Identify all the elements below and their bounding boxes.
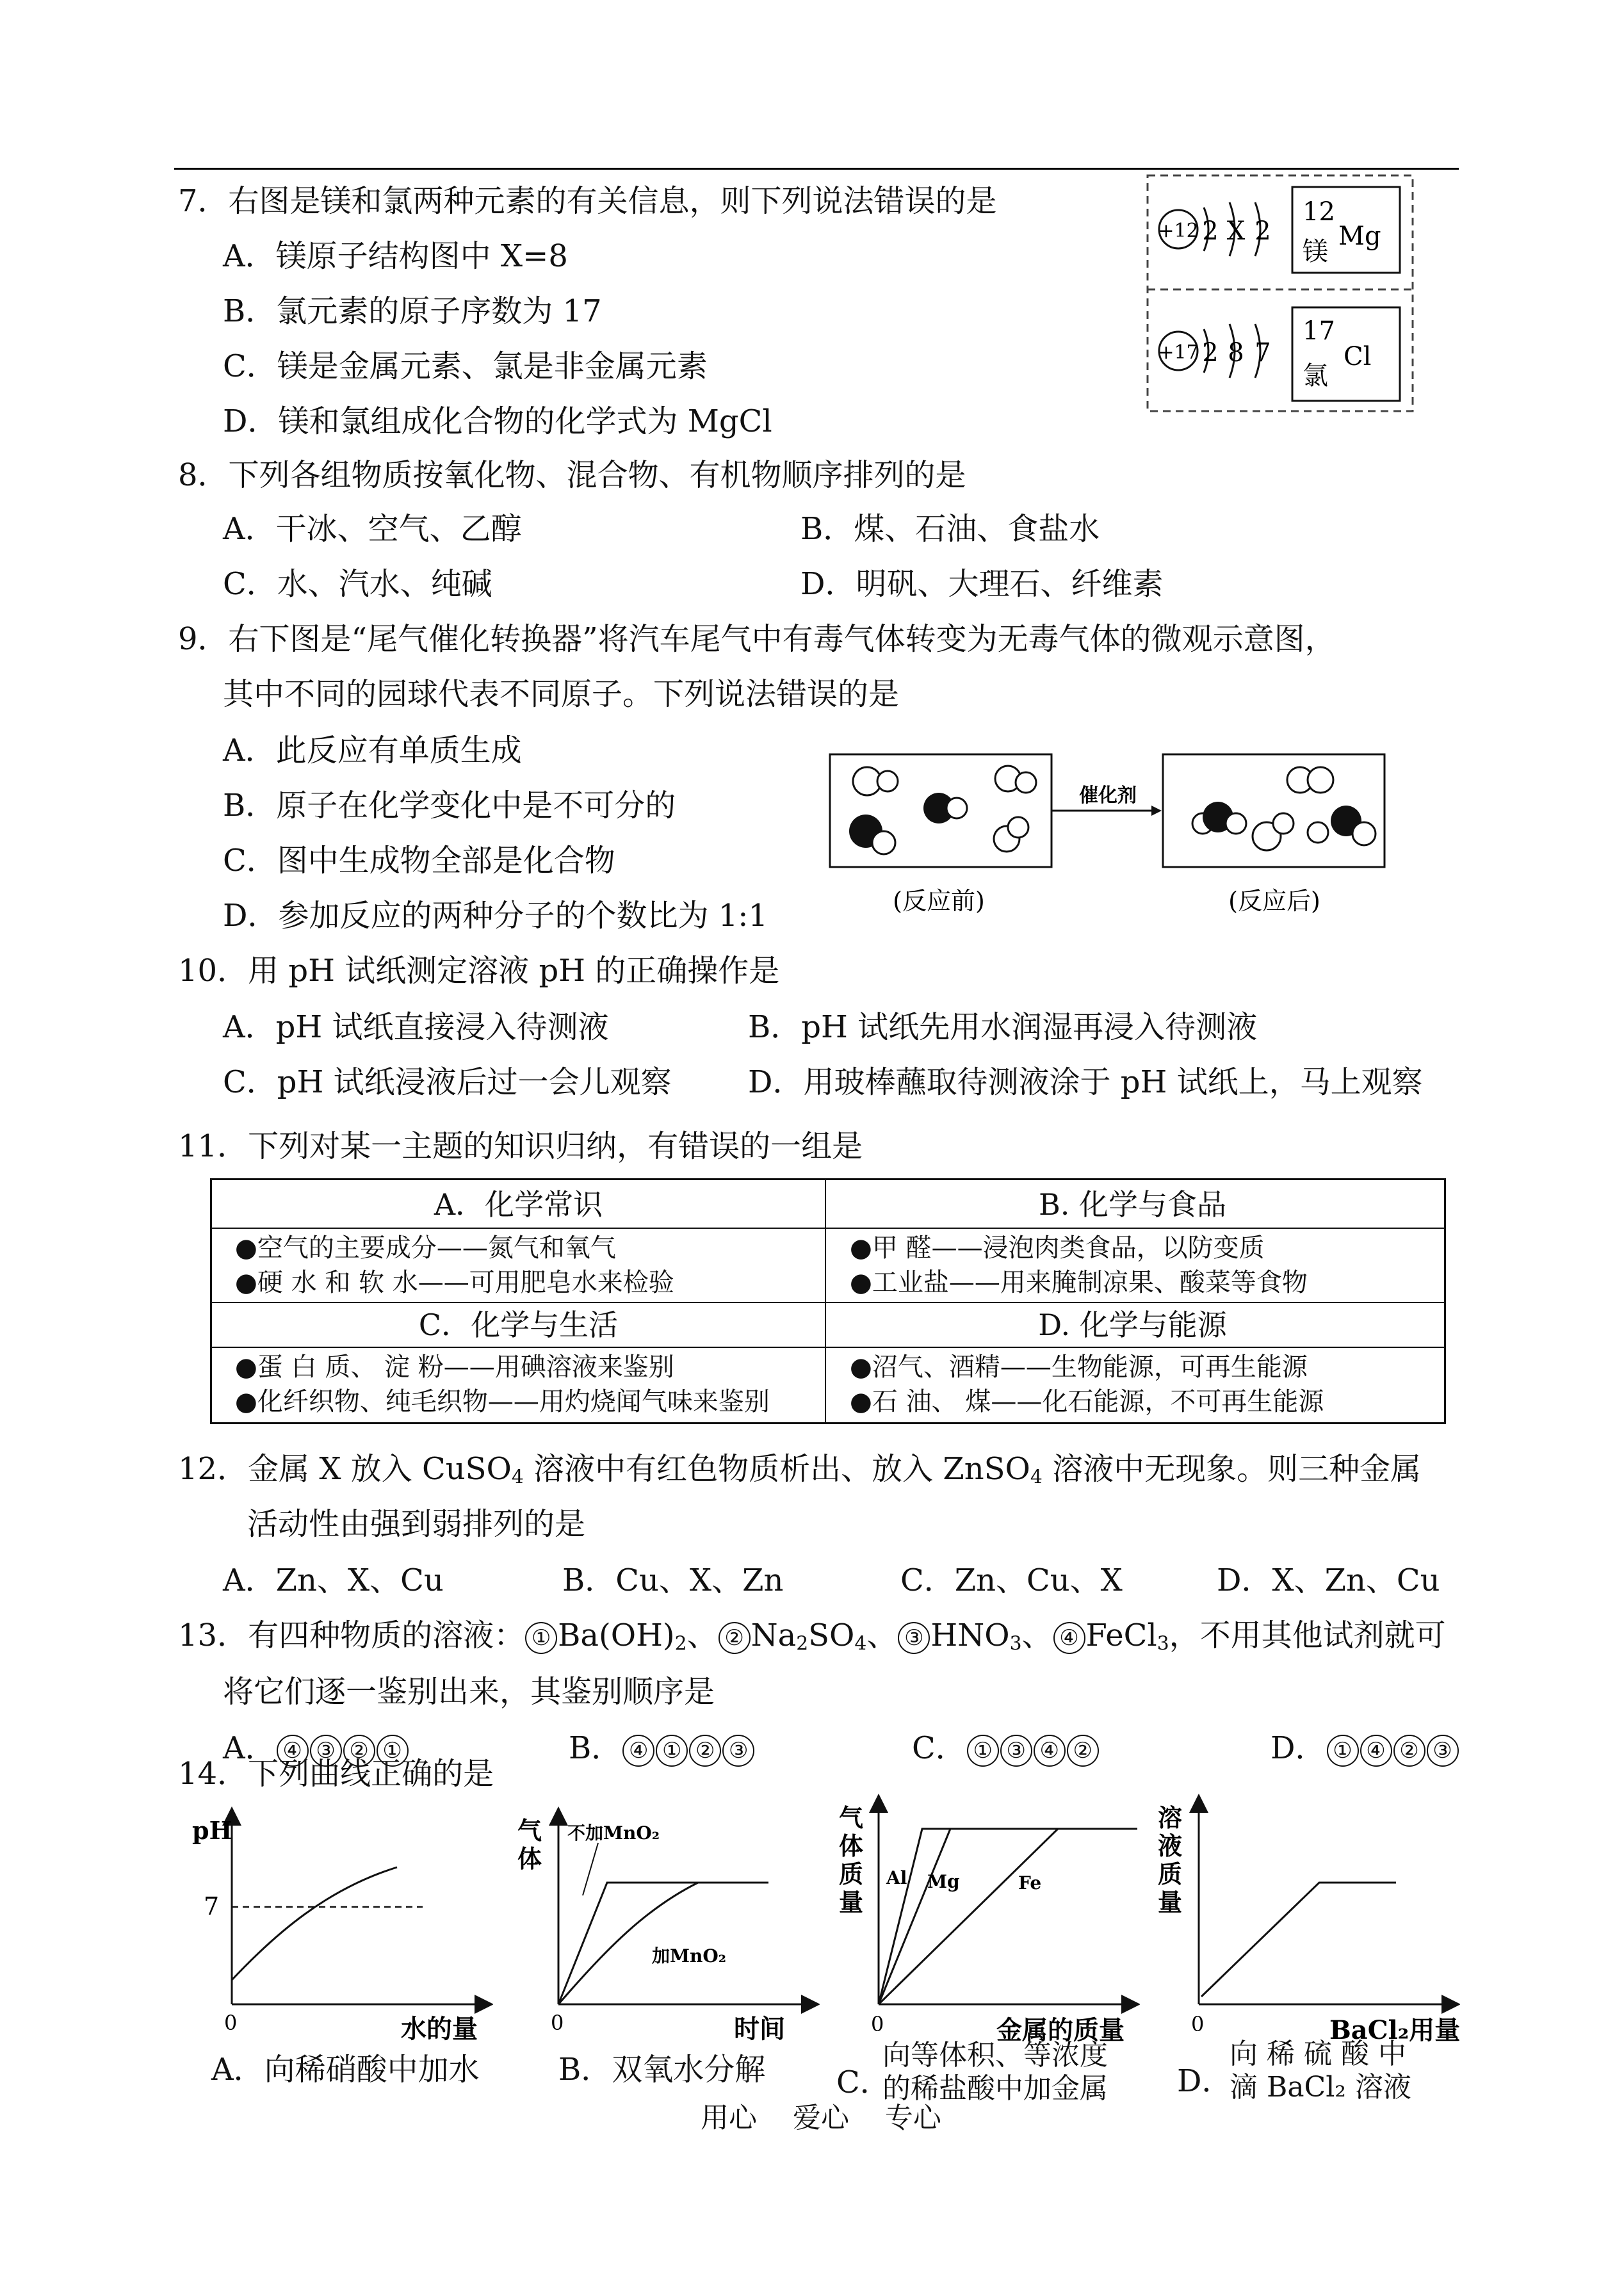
before-caption: (反应前) <box>893 887 985 915</box>
cell-b-line2: ●工业盐——用来腌制凉果、酸菜等食物 <box>850 1268 1308 1297</box>
y-label-2: 体 <box>839 1831 864 1860</box>
y-label-3: 质 <box>839 1860 864 1888</box>
graph-d-caption-label: D． <box>1177 2063 1233 2099</box>
q11-knowledge-table <box>210 1178 1446 1424</box>
cell-b-line1: ●甲 醛——浸泡肉类食品，以防变质 <box>850 1233 1265 1263</box>
q13-stem-line2: 将它们逐一鉴别出来，其鉴别顺序是 <box>223 1674 715 1710</box>
q12-stem-line1: 12．金属 X 放入 CuSO$_4$ 溶液中有红色物质析出、放入 ZnSO$_4$ 溶液中无现象。则三种金属 <box>178 1451 1422 1489</box>
origin-label: 0 <box>871 2012 884 2036</box>
q8-option-d: D．明矾、大理石、纤维素 <box>800 566 1164 602</box>
cell-b-title: B. 化学与食品 <box>1038 1187 1227 1222</box>
mg-shell-1: 2 <box>1202 216 1219 246</box>
x-axis-label: 金属的质量 <box>996 2015 1125 2043</box>
cl-chinese-name: 氯 <box>1303 361 1328 391</box>
q14-stem: 14．下列曲线正确的是 <box>178 1756 494 1792</box>
q13-option-c: C． ① ③ ④ ② <box>912 1729 1100 1767</box>
cl-symbol: Cl <box>1344 342 1372 371</box>
q12-stem-line2: 活动性由强到弱排列的是 <box>247 1506 586 1542</box>
ph-7-tick: 7 <box>204 1892 220 1920</box>
y-label-1: 溶 <box>1158 1803 1183 1832</box>
cl-shell-3: 7 <box>1255 338 1271 368</box>
graph-c-caption-line1: 向等体积、等浓度 <box>882 2039 1108 2072</box>
q12-option-c: C．Zn、Cu、X <box>900 1562 1123 1598</box>
page-footer: 用心 爱心 专心 <box>701 2102 941 2134</box>
al-label: Al <box>886 1867 907 1888</box>
graph-d-caption-line2: 滴 BaCl₂ 溶液 <box>1230 2071 1411 2104</box>
cell-c-line2: ●化纤织物、纯毛织物——用灼烧闻气味来鉴别 <box>235 1387 770 1416</box>
q8-option-a: A．干冰、空气、乙醇 <box>223 511 522 547</box>
q7-stem: 7．右图是镁和氯两种元素的有关信息，则下列说法错误的是 <box>178 183 997 219</box>
x-axis-label: BaCl₂用量 <box>1329 2015 1460 2043</box>
graph-b-h2o2-decomposition <box>512 1806 820 2043</box>
cl-shell-2: 8 <box>1228 338 1244 368</box>
q13-option-a: A． ④ ③ ② ① <box>223 1729 409 1767</box>
after-caption: (反应后) <box>1228 887 1320 915</box>
cl-nucleus: +17 <box>1158 341 1199 364</box>
graph-c-caption-line2: 的稀盐酸中加金属 <box>882 2072 1108 2105</box>
reaction-arrow <box>1052 784 1162 816</box>
cell-a-title: A．化学常识 <box>434 1187 603 1222</box>
q7-option-d: D．镁和氯组成化合物的化学式为 MgCl <box>223 403 772 439</box>
y-label-3: 质 <box>1158 1860 1183 1888</box>
mg-label: Mg <box>927 1871 960 1892</box>
q12-option-a: A．Zn、X、Cu <box>223 1562 444 1598</box>
graph-b-caption: B．双氧水分解 <box>558 2052 766 2088</box>
cell-c-line1: ●蛋 白 质、 淀 粉——用碘溶液来鉴别 <box>235 1352 674 1382</box>
before-reaction-box <box>830 754 1052 867</box>
fe-label: Fe <box>1018 1872 1042 1894</box>
q9-option-d: D．参加反应的两种分子的个数比为 1:1 <box>223 898 768 934</box>
mno2-label: 加MnO₂ <box>652 1945 727 1967</box>
cell-d-line1: ●沼气、酒精——生物能源，可再生能源 <box>850 1352 1308 1382</box>
graph-d-bacl2-in-h2so4 <box>1153 1793 1460 2043</box>
q8-stem: 8．下列各组物质按氧化物、混合物、有机物顺序排列的是 <box>178 457 966 493</box>
mg-symbol: Mg <box>1338 222 1381 251</box>
graph-c-metal-in-acid <box>832 1793 1140 2043</box>
q7-option-a: A．镁原子结构图中 X=8 <box>223 238 568 274</box>
mg-chinese-name: 镁 <box>1303 237 1328 266</box>
q7-option-b: B．氯元素的原子序数为 17 <box>223 293 602 329</box>
q8-option-c: C．水、汽水、纯碱 <box>223 566 492 602</box>
x-axis-label: 时间 <box>734 2014 785 2043</box>
y-label-4: 量 <box>1158 1888 1183 1917</box>
q7-option-c: C．镁是金属元素、氯是非金属元素 <box>223 348 708 384</box>
graph-a-ph-vs-water <box>186 1806 493 2043</box>
ph-axis-label: pH <box>192 1816 232 1845</box>
mg-shell-3: 2 <box>1255 216 1271 246</box>
origin-label: 0 <box>551 2011 564 2035</box>
q8-option-b: B．煤、石油、食盐水 <box>800 511 1100 547</box>
q13-option-d: D． ① ④ ② ③ <box>1271 1729 1459 1767</box>
cell-d-line2: ●石 油、 煤——化石能源，不可再生能源 <box>850 1387 1324 1416</box>
graph-d-caption-line1: 向 稀 硫 酸 中 <box>1230 2038 1406 2070</box>
y-label-2: 液 <box>1158 1831 1183 1860</box>
q12-option-b: B．Cu、X、Zn <box>562 1562 784 1598</box>
q10-option-a: A．pH 试纸直接浸入待测液 <box>223 1009 609 1045</box>
q10-option-d: D．用玻棒蘸取待测液涂于 pH 试纸上，马上观察 <box>748 1064 1423 1100</box>
q9-stem-line1: 9．右下图是“尾气催化转换器”将汽车尾气中有毒气体转变为无毒气体的微观示意图， <box>178 621 1336 657</box>
q12-option-d: D．X、Zn、Cu <box>1217 1562 1440 1598</box>
mg-atomic-number: 12 <box>1303 197 1335 227</box>
header-rule <box>174 168 1459 170</box>
cell-c-title: C．化学与生活 <box>418 1308 619 1342</box>
q10-option-c: C．pH 试纸浸液后过一会儿观察 <box>223 1064 672 1100</box>
q11-stem: 11．下列对某一主题的知识归纳，有错误的一组是 <box>178 1128 863 1164</box>
q9-option-a: A．此反应有单质生成 <box>223 733 522 768</box>
cl-atomic-number: 17 <box>1303 316 1335 346</box>
q13-option-b: B． ④ ① ② ③ <box>569 1729 755 1767</box>
q9-option-b: B．原子在化学变化中是不可分的 <box>223 788 676 823</box>
mg-element-card <box>1292 187 1400 273</box>
cell-a-line2: ●硬 水 和 软 水——可用肥皂水来检验 <box>235 1268 674 1297</box>
cl-element-card <box>1292 307 1400 401</box>
after-reaction-box <box>1163 754 1384 867</box>
q9-stem-line2: 其中不同的园球代表不同原子。下列说法错误的是 <box>223 676 900 712</box>
q10-stem: 10．用 pH 试纸测定溶液 pH 的正确操作是 <box>178 953 780 989</box>
q9-option-c: C．图中生成物全部是化合物 <box>223 843 615 879</box>
y-label-2: 体 <box>517 1844 542 1873</box>
cl-atom-diagram <box>1158 324 1271 378</box>
origin-label: 0 <box>1191 2012 1205 2036</box>
no-mno2-label: 不加MnO₂ <box>567 1822 660 1844</box>
q10-option-b: B．pH 试纸先用水润湿再浸入待测液 <box>748 1009 1258 1045</box>
graph-c-caption-label: C． <box>836 2064 891 2100</box>
cell-a-line1: ●空气的主要成分——氮气和氧气 <box>235 1233 616 1263</box>
mg-shell-2: X <box>1226 216 1246 246</box>
catalyst-label: 催化剂 <box>1079 784 1137 807</box>
origin-label: 0 <box>224 2011 238 2035</box>
mg-nucleus: +12 <box>1158 220 1199 242</box>
atom-structure-figure <box>1146 174 1415 414</box>
x-axis-label: 水的量 <box>401 2014 478 2043</box>
cell-d-title: D. 化学与能源 <box>1038 1308 1227 1342</box>
mg-atom-diagram <box>1158 202 1271 256</box>
y-label-4: 量 <box>839 1888 864 1917</box>
q13-stem-line1: 13．有四种物质的溶液： ① $Ba(OH)_2$、 ② $Na_2SO_4$、 ③ $HNO_3$、 ④ FeCl$_3$，不用其他试剂就可 <box>178 1618 1446 1655</box>
y-label-1: 气 <box>839 1803 864 1832</box>
catalytic-converter-figure <box>826 749 1390 929</box>
cl-shell-1: 2 <box>1202 338 1219 368</box>
graph-a-caption: A．向稀硝酸中加水 <box>211 2052 480 2088</box>
y-label-1: 气 <box>517 1816 542 1845</box>
